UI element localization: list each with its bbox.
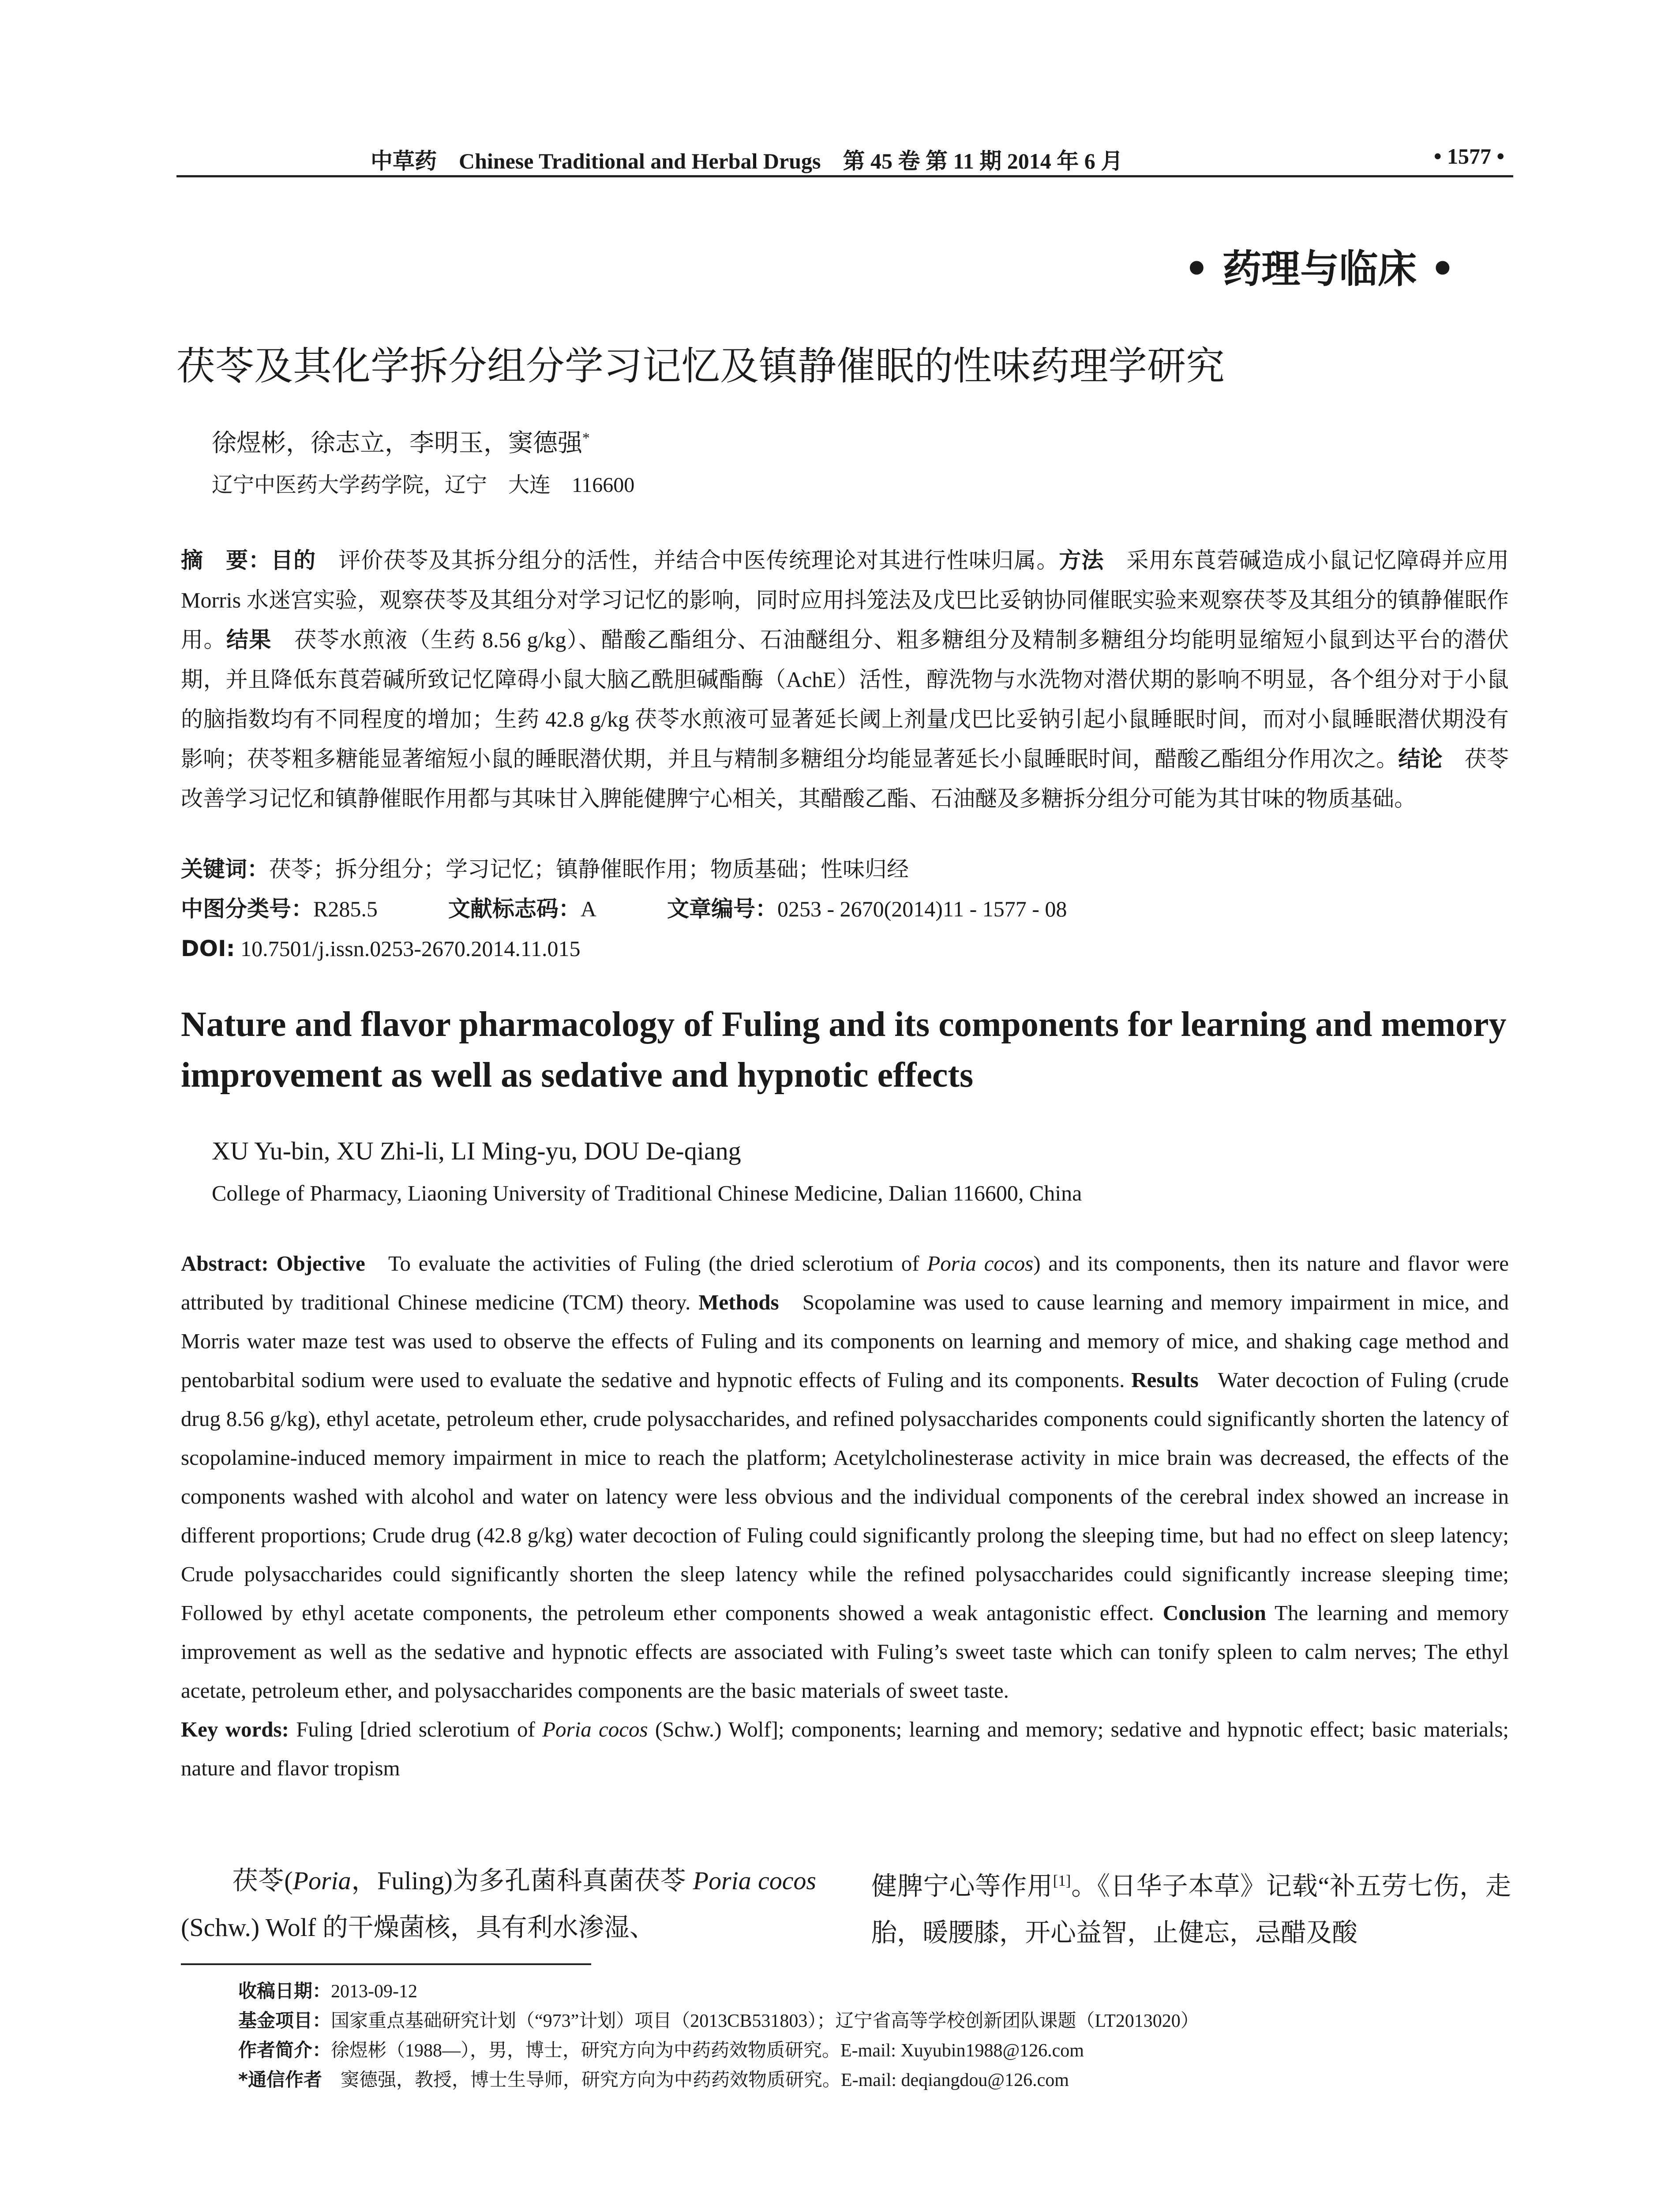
body-left-2: ，Fuling)为多孔菌科真菌茯苓 <box>351 1866 686 1895</box>
article-no-label: 文章编号： <box>667 896 777 922</box>
corresponding-mark: * <box>582 430 590 446</box>
english-authors: XU Yu-bin, XU Zhi-li, LI Ming-yu, DOU De-qiang <box>212 1137 741 1165</box>
english-abstract <box>181 1244 1509 1788</box>
corr-label: *通信作者 <box>238 2069 322 2090</box>
doc-code-value: A <box>580 897 596 921</box>
chinese-author-names: 徐煜彬，徐志立，李明玉，窦德强 <box>212 430 582 457</box>
clc-value: R285.5 <box>313 897 378 921</box>
footnote-correspondence <box>238 2065 1518 2095</box>
cn-methods: 采用东莨菪碱造成小鼠记忆障碍并应用 Morris 水迷宫实验，观察茯苓及其组分对学习记忆的影响，同时应用抖笼法及戊巴比妥钠协同催眠实验来观察茯苓及其组分的镇静催眠作用。 <box>181 548 1509 652</box>
en-objective-a: To evaluate the activities of Fuling (the dried sclerotium of <box>388 1251 919 1276</box>
en-conclusion: The learning and memory improvement as well as the sedative and hypnotic effects are associated with Fuling’s sweet taste which can tonify spleen to calm nerves; The ethyl acetate, petroleum ether, and polysaccharides components are the basic materials of sweet taste. <box>181 1601 1509 1703</box>
en-conclusion-label: Conclusion <box>1162 1601 1266 1625</box>
footnote-received <box>238 1977 1518 2006</box>
chinese-affiliation: 辽宁中医药大学药学院，辽宁 大连 116600 <box>212 473 635 497</box>
received-value: 2013-09-12 <box>331 1981 417 2002</box>
cn-keywords-line <box>181 849 1067 889</box>
doi-label: DOI: <box>181 936 235 961</box>
en-abstract-label: Abstract: Objective <box>181 1251 365 1276</box>
body-left-poria-cocos: Poria cocos <box>693 1866 817 1895</box>
received-label: 收稿日期： <box>238 1980 331 2002</box>
en-objective-b: ) and its components, then its nature and flavor were attributed by traditional Chinese medicine (TCM) theory. <box>181 1251 1509 1314</box>
fund-value: 国家重点基础研究计划（“973”计划）项目（2013CB531803）；辽宁省高等学校创新团队课题（LT2013020） <box>331 2011 1199 2031</box>
english-title: Nature and flavor pharmacology of Fuling and its components for learning and memory improvement as well as sedative and hypnotic effects <box>181 1005 1507 1095</box>
chinese-title: 茯苓及其化学拆分组分学习记忆及镇静催眠的性味药理学研究 <box>176 343 1225 389</box>
cn-conclusion-label: 结论 <box>1398 746 1443 772</box>
doi-line <box>181 929 1067 968</box>
fund-label: 基金项目： <box>238 2010 331 2031</box>
reference-mark: [1] <box>1053 1872 1071 1889</box>
english-affiliation: College of Pharmacy, Liaoning University of Traditional Chinese Medicine, Dalian 116600, China <box>212 1181 1082 1205</box>
cn-methods-label: 方法 <box>1059 548 1104 573</box>
author-label: 作者简介： <box>238 2039 331 2061</box>
chinese-abstract <box>181 540 1509 818</box>
body-left-3: (Schw.) Wolf 的干燥菌核，具有利水渗湿、 <box>181 1913 655 1942</box>
body-column-right <box>871 1857 1511 1956</box>
cn-objective: 评价茯苓及其拆分组分的活性，并结合中医传统理论对其进行性味归属。 <box>338 548 1059 573</box>
corr-value: 窦德强，教授，博士生导师，研究方向为中药药效物质研究。E-mail: deqiangdou@126.com <box>340 2070 1069 2090</box>
footnote-fund <box>238 2006 1518 2036</box>
chinese-authors <box>212 424 590 459</box>
body-left-1: 茯苓( <box>232 1866 293 1895</box>
doi-value: 10.7501/j.issn.0253-2670.2014.11.015 <box>240 936 581 961</box>
running-header <box>176 143 1513 177</box>
cn-keywords: 茯苓；拆分组分；学习记忆；镇静催眠作用；物质基础；性味归经 <box>269 857 909 882</box>
cn-conclusion: 茯苓改善学习记忆和镇静催眠作用都与其味甘入脾能健脾宁心相关，其醋酸乙酯、石油醚及多糖拆分组分可能为其甘味的物质基础。 <box>181 747 1509 811</box>
journal-header: 中草药 Chinese Traditional and Herbal Drugs 第 45 卷 第 11 期 2014 年 6 月 <box>371 149 1123 173</box>
en-keywords-italic: Poria cocos <box>542 1717 648 1741</box>
cn-results: 茯苓水煎液（生药 8.56 g/kg）、醋酸乙酯组分、石油醚组分、粗多糖组分及精制多糖组分均能明显缩短小鼠到达平台的潜伏期，并且降低东莨菪碱所致记忆障碍小鼠大脑乙酰胆碱酯酶（AchE）活性，醇洗物与水洗物对潜伏期的影响不明显，各个组分对于小鼠的脑指数均有不同程度的增加；生药 42.8 g/kg 茯苓水煎液可显著延长阈上剂量戊巴比妥钠引起小鼠睡眠时间，而对小鼠睡眠潜伏期没有影响；茯苓粗多糖能显著缩短小鼠的睡眠潜伏期，并且与精制多糖组分均能显著延长小鼠睡眠时间，醋酸乙酯组分作用次之。 <box>181 627 1509 771</box>
en-methods: Scopolamine was used to cause learning and memory impairment in mice, and Morris water maze test was used to observe the effects of Fuling and its components on learning and memory of mice, and shaking cage method and pentobarbital sodium were used to evaluate the sedative and hypnotic effects of Fuling and its components. <box>181 1290 1509 1392</box>
en-results: Water decoction of Fuling (crude drug 8.56 g/kg), ethyl acetate, petroleum ether, crude polysaccharides, and refined polysaccharides components could significantly shorten the latency of scopolamine-induced memory impairment in mice to reach the platform; Acetylcholinesterase activity in mice brain was decreased, the effects of the components washed with alcohol and water on latency were less obvious and the individual components of the cerebral index showed an increase in different proportions; Crude drug (42.8 g/kg) water decoction of Fuling could significantly prolong the sleeping time, but had no effect on sleep latency; Crude polysaccharides could significantly shorten the sleep latency while the refined polysaccharides could significantly increase sleeping time; Followed by ethyl acetate components, the petroleum ether components showed a weak antagonistic effect. <box>181 1368 1509 1625</box>
cn-keywords-label: 关键词： <box>181 856 269 882</box>
footnote-divider <box>181 1963 591 1965</box>
cn-abstract-label: 摘 要： <box>181 548 271 573</box>
body-right-1: 健脾宁心等作用 <box>871 1872 1053 1901</box>
author-value: 徐煜彬（1988—），男，博士，研究方向为中药药效物质研究。E-mail: Xuyubin1988@126.com <box>331 2041 1084 2061</box>
body-column-left <box>181 1857 816 1951</box>
cn-objective-label: 目的 <box>271 548 316 573</box>
body-right-2: 。《日华子本草》记载“补五劳七伤，走胎，暖腰膝，开心益智，止健忘，忌醋及酸 <box>871 1872 1511 1947</box>
clc-label: 中图分类号： <box>181 896 313 922</box>
article-meta <box>181 849 1067 968</box>
article-no-value: 0253 - 2670(2014)11 - 1577 - 08 <box>777 897 1067 921</box>
footnote-author <box>238 2036 1518 2065</box>
cn-results-label: 结果 <box>226 627 272 653</box>
page-number: • 1577 • <box>1433 144 1504 169</box>
body-left-poria: Poria <box>292 1866 351 1895</box>
en-keywords-b: (Schw.) Wolf]; components; learning and memory; sedative and hypnotic effect; basic materials; nature and flavor tropism <box>181 1717 1509 1780</box>
en-keywords-label: Key words: <box>181 1717 289 1741</box>
en-methods-label: Methods <box>698 1290 779 1314</box>
classification-line <box>181 889 1067 929</box>
en-keywords-a: Fuling [dried sclerotium of <box>296 1717 535 1741</box>
en-objective-italic: Poria cocos <box>927 1251 1034 1276</box>
doc-code-label: 文献标志码： <box>448 896 581 922</box>
footnotes <box>238 1977 1518 2095</box>
section-label: • 药理与临床 • <box>1184 246 1455 292</box>
en-results-label: Results <box>1131 1368 1199 1392</box>
